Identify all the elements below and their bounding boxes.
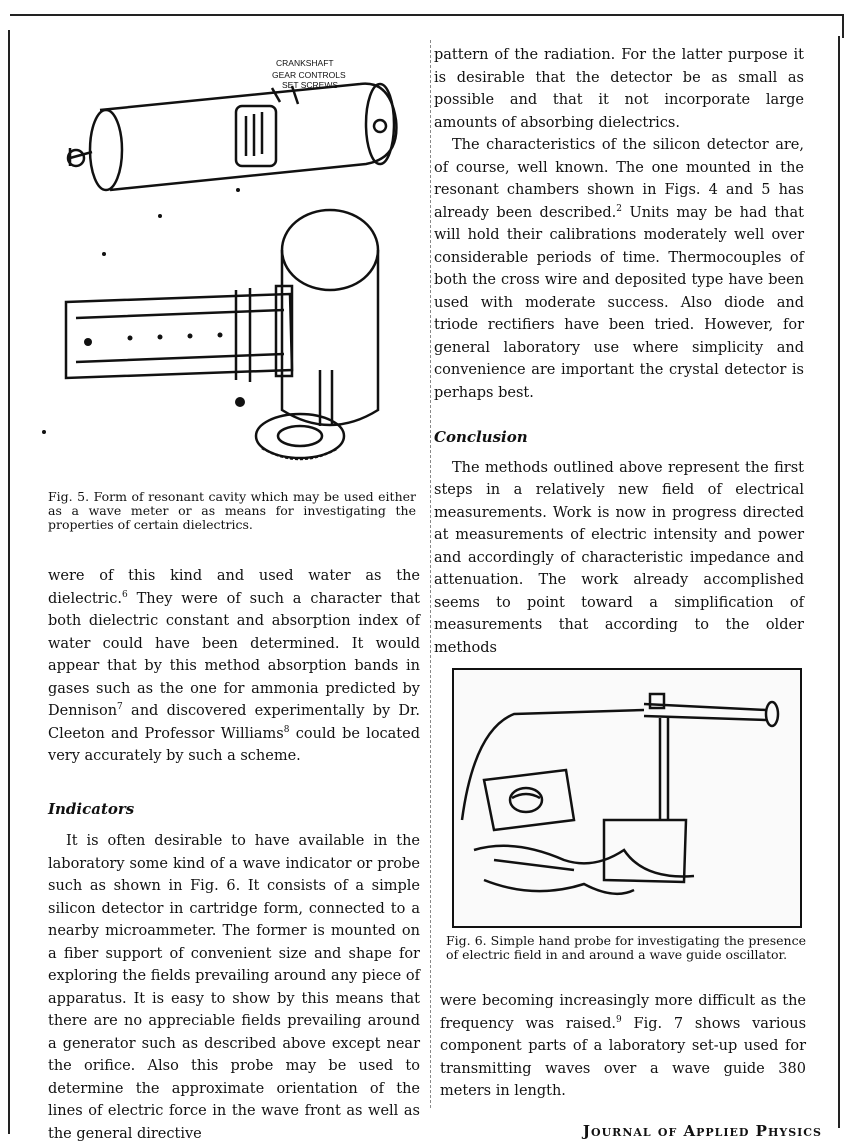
- left-column: [48, 565, 420, 1145]
- figure-6-caption: Fig. 6. Simple hand probe for investigating the presence of electric field in and around a wave guide oscillator.: [446, 933, 806, 962]
- indicators-heading: Indicators: [48, 799, 135, 818]
- left-para-2: It is often desirable to have available in the laboratory some kind of a wave indicator or probe such as shown in Fig. 6. It consists of a simple silicon detector in cartridge form, connected to a nearby microammeter. The former is mounted on a fiber support of convenient size and shape for exploring the fields prevailing around any piece of apparatus. It is easy to show by this means that there are no appreciable fields prevailing around a generator such as described above except near the orifice. Also this probe may be used to determine the approximate orientation of the lines of electric force in the wave front as well as the general directive: [48, 833, 420, 1142]
- page-corner-right: [818, 14, 844, 38]
- right-para-1: pattern of the radiation. For the latter purpose it is desirable that the detector be as small as possible and that it not incorporate large amounts of absorbing dielectrics.: [434, 47, 804, 131]
- figure-5-drawing: [40, 40, 420, 480]
- figure-5: [40, 40, 420, 480]
- figure-6: [452, 668, 802, 928]
- right-para-3: The methods outlined above represent the first steps in a relatively new field of electrical measurements. Work is now in progress directed at measurements of electric intensity and power and accordingly of characteristic impedance and attenuation. The work already accomplished seems to point toward a simplification of measurements that according to the older methods: [434, 459, 804, 656]
- page-edge-left: [8, 30, 10, 1134]
- fig5-label-1: CRANKSHAFT: [276, 58, 334, 68]
- column-gutter: [430, 40, 431, 1108]
- right-para-4: were becoming increasingly more difficult as the frequency was raised.$^9$ Fig. 7 shows various component parts of a laboratory set-up used for transmitting waves over a wave guide 380 meters in length.: [440, 993, 807, 1099]
- figure-5-caption: Fig. 5. Form of resonant cavity which may be used either as a wave meter or as means for investigating the properties of certain dielectrics.: [48, 489, 416, 532]
- page-edge-top: [10, 14, 818, 16]
- right-column-top: [434, 44, 804, 659]
- journal-footer: Journal of Applied Physics: [582, 1122, 822, 1140]
- right-para-2: The characteristics of the silicon detector are, of course, well known. The one mounted in the resonant chambers shown in Figs. 4 and 5 has already been described.$^2$ Units may be had that will hold their calibrations moderately well over considerable periods of time. Thermocouples of both the cross wire and deposited type have been used with moderate success. Also diode and triode rectifiers have been tried. However, for general laboratory use where simplicity and convenience are important the crystal detector is perhaps best.: [434, 137, 804, 401]
- fig5-label-3: SET SCREWS: [282, 80, 339, 90]
- figure-6-drawing: [454, 670, 800, 926]
- right-column-bottom: [440, 990, 806, 1103]
- left-para-1: were of this kind and used water as the dielectric.$^6$ They were of such a character that both dielectric constant and absorption index of water could have been determined. It would appear that by this method absorption bands in gases such as the one for ammonia predicted by Dennison$^7$ and discovered experimentally by Dr. Cleeton and Professor Williams$^8$ could be located very accurately by such a scheme.: [48, 568, 421, 764]
- fig5-label-2: GEAR CONTROLS: [272, 70, 346, 80]
- conclusion-heading: Conclusion: [434, 428, 528, 446]
- page-edge-right: [838, 36, 840, 1128]
